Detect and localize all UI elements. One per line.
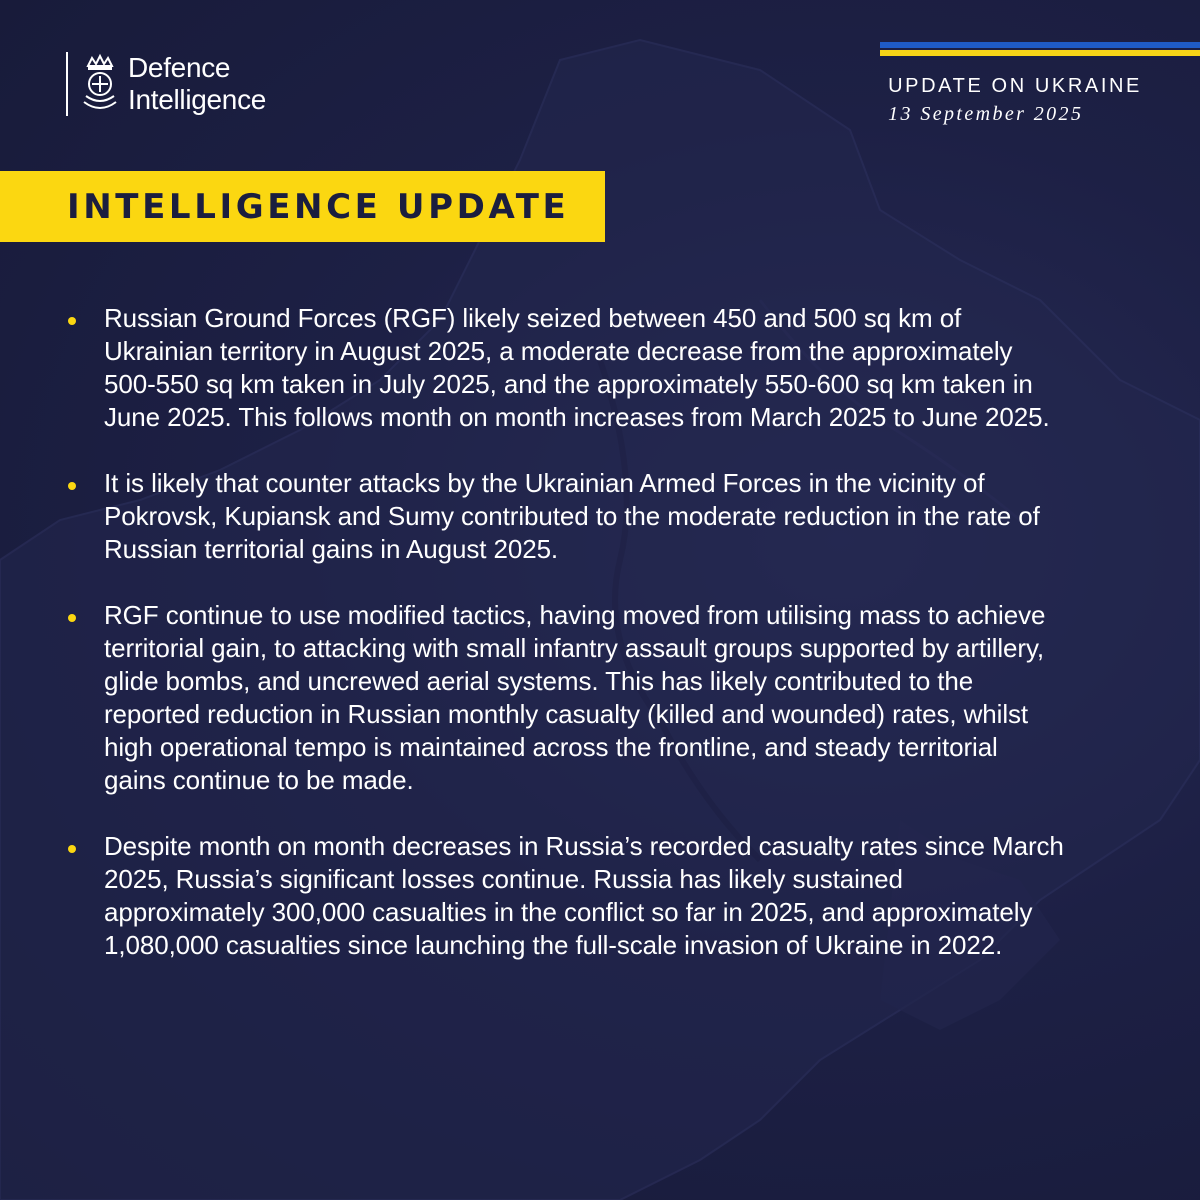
intelligence-update-banner (0, 171, 605, 242)
logo-line-2: Intelligence (128, 84, 267, 115)
ukraine-flag-stripe (880, 42, 1200, 56)
royal-crest-icon (78, 52, 122, 116)
bullet-text: It is likely that counter attacks by the Ukrainian Armed Forces in the vicinity of Pokrovsk, Kupiansk and Sumy contributed to the moderate reduction in the rate of Russian territorial gains in August 2025. (104, 468, 1040, 564)
defence-intelligence-logo (66, 52, 266, 116)
update-date: 13 September 2025 (888, 103, 1084, 125)
update-title: UPDATE ON UKRAINE (888, 75, 1142, 97)
bullet-dot-icon (68, 317, 76, 325)
logo-line-1: Defence (128, 52, 231, 83)
bullet-text: RGF continue to use modified tactics, having moved from utilising mass to achieve territorial gain, to attacking with small infantry assault groups supported by artillery, glide bombs, and uncrewed aerial systems. This has likely contributed to the reported reduction in Russian monthly casualty (killed and wounded) rates, whilst high operational tempo is maintained across the frontline, and steady territorial gains continue to be made. (104, 600, 1046, 795)
bullet-text: Despite month on month decreases in Russia’s recorded casualty rates since March 2025, Russia’s significant losses continue. Russia has likely sustained approximately 300,000 casualties in the conflict so far in 2025, and approximately 1,080,000 casualties since launching the full-scale invasion of Ukraine in 2022. (104, 831, 1064, 960)
banner-label: INTELLIGENCE UPDATE (67, 186, 570, 227)
logo-wordmark (128, 52, 266, 116)
bullet-item (66, 599, 1066, 797)
logo-divider (66, 52, 68, 116)
bullet-text: Russian Ground Forces (RGF) likely seized between 450 and 500 sq km of Ukrainian territory in August 2025, a moderate decrease from the approximately 500-550 sq km taken in July 2025, and the approximately 550-600 sq km taken in June 2025. This follows month on month increases from March 2025 to June 2025. (104, 303, 1050, 432)
bullet-item (66, 830, 1066, 962)
bullet-dot-icon (68, 845, 76, 853)
bullet-item (66, 467, 1066, 566)
flag-yellow-stripe (880, 50, 1200, 56)
bullet-dot-icon (68, 614, 76, 622)
bullet-list (66, 302, 1066, 995)
flag-blue-stripe (880, 42, 1200, 48)
update-header (888, 74, 1142, 128)
bullet-item (66, 302, 1066, 434)
bullet-dot-icon (68, 482, 76, 490)
